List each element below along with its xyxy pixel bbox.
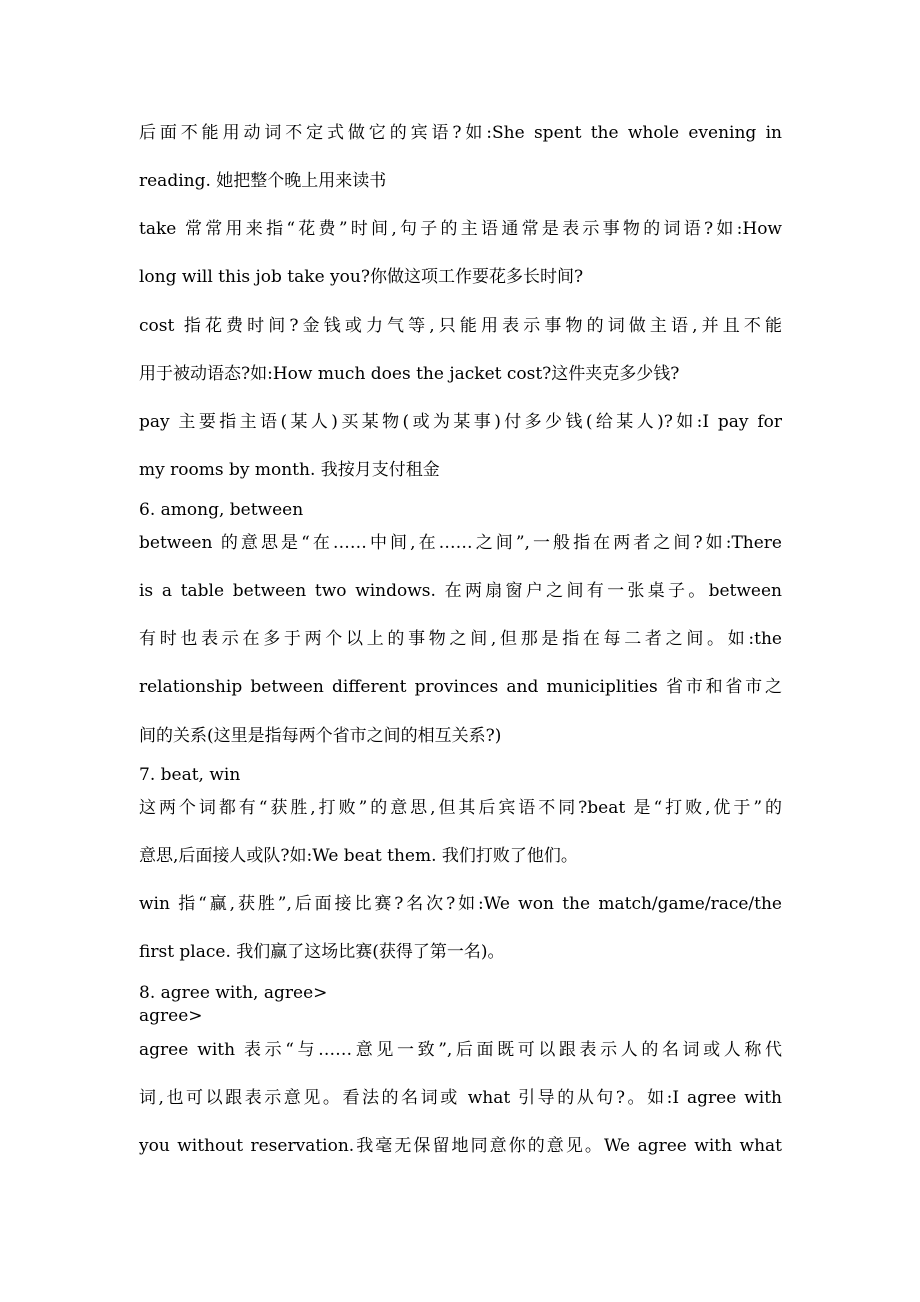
text-line-11: is a table between two windows. 在两扇窗户之间有一张桌子。between (139, 581, 782, 601)
text-line-19: first place. 我们赢了这场比赛(获得了第一名)。 (139, 942, 505, 962)
text-line-14: 间的关系(这里是指每两个省市之间的相互关系?) (139, 726, 502, 746)
section-heading-8: 8. agree with, agree> (139, 983, 328, 1003)
text-line-16: 这两个词都有“获胜,打败”的意思,但其后宾语不同?beat 是“打败,优于”的 (139, 798, 782, 818)
text-line-2: reading. 她把整个晚上用来读书 (139, 171, 387, 191)
text-line-18: win 指“赢,获胜”,后面接比赛?名次?如:We won the match/game/race/the (139, 894, 782, 914)
text-line-8: my rooms by month. 我按月支付租金 (139, 460, 440, 480)
text-line-4: long will this job take you?你做这项工作要花多长时间? (139, 267, 584, 287)
text-line-5: cost 指花费时间?金钱或力气等,只能用表示事物的词做主语,并且不能 (139, 316, 782, 336)
text-line-10: between 的意思是“在……中间,在……之间”,一般指在两者之间?如:There (139, 533, 782, 553)
text-line-21: agree> (139, 1006, 203, 1026)
text-line-6: 用于被动语态?如:How much does the jacket cost?这件夹克多少钱? (139, 364, 680, 384)
text-line-13: relationship between different provinces and municiplities 省市和省市之 (139, 677, 782, 697)
text-line-23: 词,也可以跟表示意见。看法的名词或 what 引导的从句?。如:I agree with (139, 1088, 782, 1108)
text-line-22: agree with 表示“与……意见一致”,后面既可以跟表示人的名词或人称代 (139, 1040, 782, 1060)
text-line-1: 后面不能用动词不定式做它的宾语?如:She spent the whole evening in (139, 123, 782, 143)
section-heading-7: 7. beat, win (139, 765, 241, 785)
text-line-3: take 常常用来指“花费”时间,句子的主语通常是表示事物的词语?如:How (139, 219, 782, 239)
text-line-17: 意思,后面接人或队?如:We beat them. 我们打败了他们。 (139, 846, 578, 866)
text-line-7: pay 主要指主语(某人)买某物(或为某事)付多少钱(给某人)?如:I pay for (139, 412, 782, 432)
section-heading-6: 6. among, between (139, 500, 304, 520)
text-line-24: you without reservation.我毫无保留地同意你的意见。We agree with what (139, 1136, 782, 1156)
text-line-12: 有时也表示在多于两个以上的事物之间,但那是指在每二者之间。如:the (139, 629, 782, 649)
